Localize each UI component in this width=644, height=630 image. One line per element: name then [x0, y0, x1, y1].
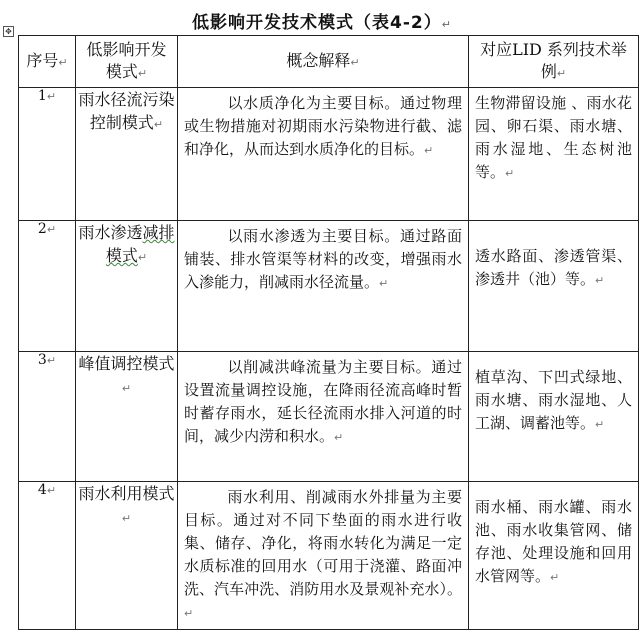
row-concept: 以削减洪峰流量为主要目标。通过设置流量调控设施，在降雨径流高峰时暂时蓄存雨水，延长径流雨水排入河道的时间，减少内涝和积水。↵	[178, 352, 469, 482]
row-lid-examples: 植草沟、下凹式绿地、雨水塘、雨水湿地、人工湖、调蓄池等。↵	[469, 352, 639, 482]
row-lid-examples: 生物滞留设施 、雨水花园、卵石渠、雨水塘、雨水湿地、生态树池等。↵	[469, 88, 639, 221]
row-concept: 雨水利用、削减雨水外排量为主要目标。通过对不同下垫面的雨水进行收集、储存、净化，将雨水转化为满足一定水质标准的回用水（可用于浇灌、路面冲洗、汽车冲洗、消防用水及景观补充水）。↵	[178, 482, 469, 630]
lid-mode-table	[18, 35, 639, 630]
header-index: 序号↵	[19, 36, 76, 88]
row-index: 2↵	[19, 221, 76, 352]
header-mode: 低影响开发模式↵	[76, 36, 178, 88]
table-header-row	[19, 36, 639, 88]
spellcheck-underline: 减排模式	[105, 223, 175, 265]
table-row	[19, 482, 639, 630]
row-lid-examples: 透水路面、渗透管渠、渗透井（池）等。↵	[469, 221, 639, 352]
header-concept: 概念解释↵	[178, 36, 469, 88]
title-text: 低影响开发技术模式（表4-2）	[192, 13, 442, 33]
table-row	[19, 221, 639, 352]
row-concept: 以水质净化为主要目标。通过物理或生物措施对初期雨水污染物进行截、滤和净化，从而达到水质净化的目标。↵	[178, 88, 469, 221]
row-index: 3↵	[19, 352, 76, 482]
table-move-handle-icon[interactable]: ✥	[3, 26, 14, 37]
header-lid-examples: 对应LID 系列技术举例↵	[469, 36, 639, 88]
row-mode: 雨水利用模式↵	[76, 482, 178, 630]
row-mode: 雨水径流污染控制模式↵	[76, 88, 178, 221]
row-mode: 雨水渗透减排模式↵	[76, 221, 178, 352]
row-concept: 以雨水渗透为主要目标。通过路面铺装、排水管渠等材料的改变，增强雨水入渗能力，削减雨水径流量。↵	[178, 221, 469, 352]
row-mode: 峰值调控模式↵	[76, 352, 178, 482]
table-row	[19, 352, 639, 482]
row-index: 1↵	[19, 88, 76, 221]
table-title	[0, 8, 644, 33]
table-row	[19, 88, 639, 221]
row-lid-examples: 雨水桶、雨水罐、雨水池、雨水收集管网、储存池、处理设施和回用水管网等。↵	[469, 482, 639, 630]
paragraph-mark: ↵	[441, 18, 452, 31]
row-index: 4↵	[19, 482, 76, 630]
